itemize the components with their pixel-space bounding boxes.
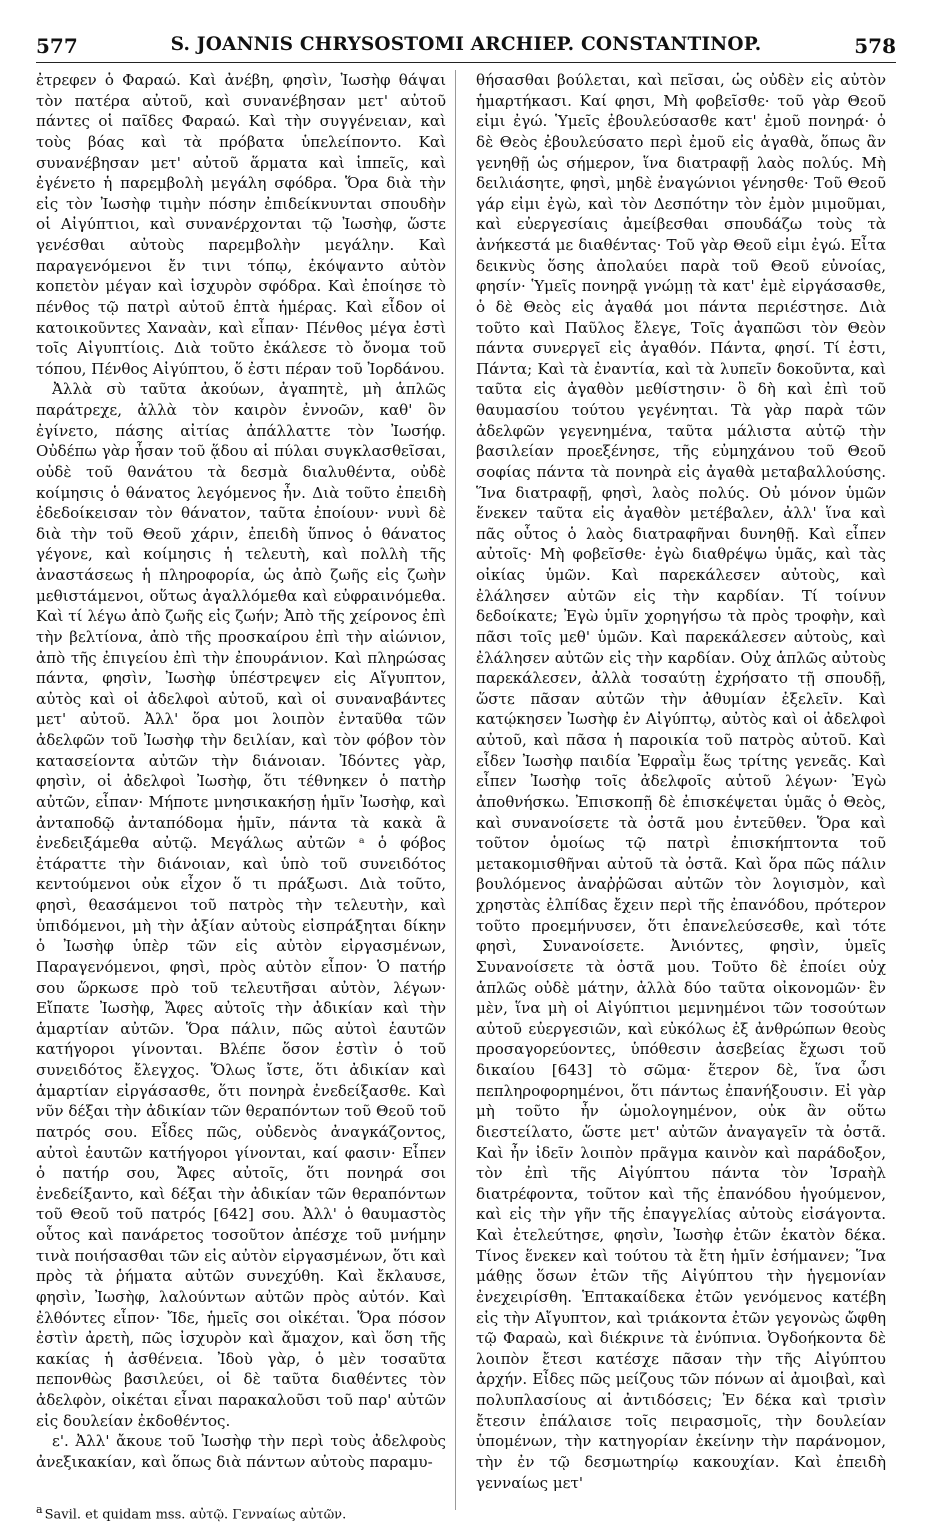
footnote — [36, 1502, 446, 1523]
page-number-right: 578 — [854, 34, 896, 58]
running-head-title: S. JOANNIS CHRYSOSTOMI ARCHIEP. CONSTANTINOP. — [170, 34, 762, 55]
right-column — [476, 70, 886, 1493]
footnote-text: Savil. et quidam mss. αὐτῷ. Γενναίως αὐτῶν. — [44, 1507, 347, 1523]
column-divider — [455, 70, 456, 1510]
running-header — [36, 34, 896, 62]
left-column — [36, 70, 446, 1473]
left-paragraph-1: ἐτρεφεν ὁ Φαραώ. Καὶ ἀνέβη, φησὶν, Ἰωσὴφ θάψαι τὸν πατέρα αὐτοῦ, καὶ συνανέβησαν μετ' αὐτοῦ πάντες οἱ παῖδες Φαραώ. Καὶ τὴν συγγένειαν, καὶ τοὺς βόας καὶ τὰ πρόβατα ὑπελείποντο. Καὶ συνανέβησαν μετ' αὐτοῦ ἅρματα καὶ ἱππεῖς, καὶ ἐγένετο ἡ παρεμβολὴ μεγάλη σφόδρα. Ὅρα διὰ τὴν εἰς τὸν Ἰωσὴφ τιμὴν πόσην ἐπιδείκνυνται σπουδὴν οἱ Αἰγύπτιοι, καὶ συνανέρχονται τῷ Ἰωσὴφ, ὥστε γενέσθαι αὐτοὺς παρεμβολὴν μεγάλην. Καὶ παραγενόμενοι ἔν τινι τόπῳ, ἐκόψαντο αὐτὸν κοπετὸν μέγαν καὶ ἰσχυρὸν σφόδρα. Καὶ ἐποίησε τὸ πένθος τῷ πατρὶ αὐτοῦ ἑπτὰ ἡμέρας. Καὶ εἶδον οἱ κατοικοῦντες Χαναὰν, καὶ εἶπαν· Πένθος μέγα ἐστὶ τοῖς Αἰγυπτίοις. Διὰ τοῦτο ἐκάλεσε τὸ ὄνομα τοῦ τόπου, Πένθος Αἰγύπτου, ὅ ἐστι πέραν τοῦ Ἰορδάνου. — [36, 71, 446, 378]
page-number-left: 577 — [36, 34, 78, 58]
header-rule — [36, 62, 896, 63]
left-paragraph-3: ε'. Ἀλλ' ἄκουε τοῦ Ἰωσὴφ τὴν περὶ τοὺς ἀδελφοὺς ἀνεξικακίαν, καὶ ὅπως διὰ πάντων αὐτοὺς παραμυ- — [36, 1432, 446, 1471]
left-paragraph-2: Ἀλλὰ σὺ ταῦτα ἀκούων, ἀγαπητὲ, μὴ ἁπλῶς παράτρεχε, ἀλλὰ τὸν καιρὸν ἐννοῶν, καθ' ὃν ἐγίνετο, πάσης αἰτίας ἀπάλλαττε τὸν Ἰωσήφ. Οὐδέπω γὰρ ἦσαν τοῦ ᾅδου αἱ πύλαι συγκλασθεῖσαι, οὐδὲ τοῦ θανάτου τὰ δεσμὰ διαλυθέντα, οὐδὲ κοίμησις ὁ θάνατος λεγόμενος ἦν. Διὰ τοῦτο ἐπειδὴ ἐδεδοίκεισαν τὸν θάνατον, ταῦτα ἐποίουν· νυνὶ δὲ διὰ τὴν τοῦ Θεοῦ χάριν, ἐπειδὴ ὕπνος ὁ θάνατος γέγονε, καὶ κοίμησις ἡ τελευτὴ, καὶ πολλὴ τῆς ἀναστάσεως ἡ πληροφορία, ὡς ἀπὸ ζωῆς εἰς ζωὴν μεθιστάμενοι, οὕτως ἀγαλλόμεθα καὶ εὐφραινόμεθα. Καὶ τί λέγω ἀπὸ ζωῆς εἰς ζωήν; Ἀπὸ τῆς χείρονος ἐπὶ τὴν βελτίονα, ἀπὸ τῆς προσκαίρου ἐπὶ τὴν αἰώνιον, ἀπὸ τῆς ἐπιγείου ἐπὶ τὴν ἐπουράνιον. Καὶ πληρώσας πάντα, φησὶν, Ἰωσὴφ ὑπέστρεψεν εἰς Αἴγυπτον, αὐτὸς καὶ οἱ ἀδελφοὶ αὐτοῦ, καὶ οἱ συναναβάντες μετ' αὐτοῦ. Ἀλλ' ὅρα μοι λοιπὸν ἐνταῦθα τῶν ἀδελφῶν τοῦ Ἰωσὴφ τὴν δειλίαν, καὶ τὸν φόβον τὸν κατασείοντα αὐτῶν τὴν διάνοιαν. Ἰδόντες γὰρ, φησὶν, οἱ ἀδελφοὶ Ἰωσὴφ, ὅτι τέθνηκεν ὁ πατὴρ αὐτῶν, εἶπαν· Μήποτε μνησικακήσῃ ἡμῖν Ἰωσὴφ, καὶ ἀνταποδῷ ἀνταπόδομα ἡμῖν, πάντα τὰ κακὰ ἃ ἐνεδειξάμεθα αὐτῷ. Μεγάλως αὐτῶν ᵃ ὁ φόβος ἐτάραττε τὴν διάνοιαν, καὶ ὑπὸ τοῦ συνειδότος κεντούμενοι οὐκ εἶχον ὅ τι πράξωσι. Διὰ τοῦτο, φησὶ, θεασάμενοι τοῦ πατρὸς τὴν τελευτὴν, καὶ ὑπιδόμενοι, μὴ τὴν ἀξίαν αὐτοὺς εἰσπράξηται δίκην ὁ Ἰωσὴφ ὑπὲρ τῶν εἰς αὐτὸν εἰργασμένων, Παραγενόμενοι, φησὶ, πρὸς αὐτὸν εἶπον· Ὁ πατήρ σου ὥρκωσε πρὸ τοῦ τελευτῆσαι αὐτὸν, λέγων· Εἴπατε Ἰωσὴφ, Ἄφες αὐτοῖς τὴν ἀδικίαν καὶ τὴν ἁμαρτίαν αὐτῶν. Ὅρα πάλιν, πῶς αὐτοὶ ἑαυτῶν κατήγοροι γίνονται. Βλέπε ὅσον ἐστὶν ὁ τοῦ συνειδότος ἔλεγχος. Ὅλως ἴστε, ὅτι ἀδικίαν καὶ ἁμαρτίαν εἰργάσασθε, ὅτι πονηρὰ ἐνεδείξασθε. Καὶ νῦν δέξαι τὴν ἀδικίαν τῶν θεραπόντων τοῦ Θεοῦ τοῦ πατρός σου. Εἶδες πῶς, οὐδενὸς ἀναγκάζοντος, αὐτοὶ ἑαυτῶν κατήγοροι γίνονται, καί φασιν· Εἶπεν ὁ πατήρ σου, Ἄφες αὐτοῖς, ὅτι πονηρά σοι ἐνεδείξαντο, καὶ δέξαι τὴν ἀδικίαν τῶν θεραπόντων τοῦ Θεοῦ τοῦ πατρός [642] σου. Ἀλλ' ὁ θαυμαστὸς οὗτος καὶ πανάρετος τοσοῦτον ἀπέσχε τοῦ μνήμην τινὰ ποιήσασθαι τῶν εἰς αὐτὸν εἰργασμένων, ὅτι καὶ πρὸς τὰ ῥήματα αὐτῶν συνεχύθη. Καὶ ἔκλαυσε, φησὶν, Ἰωσὴφ, λαλούντων αὐτῶν πρὸς αὐτόν. Καὶ ἐλθόντες εἶπον· Ἴδε, ἡμεῖς σοι οἰκέται. Ὅρα πόσον ἐστὶν ἀρετὴ, πῶς ἰσχυρὸν καὶ ἄμαχον, καὶ ὅση τῆς κακίας ἡ ἀσθένεια. Ἰδοὺ γὰρ, ὁ μὲν τοσαῦτα πεπονθὼς βασιλεύει, οἱ δὲ ταῦτα διαθέντες τὸν ἀδελφὸν, οἰκέται εἶναι παρακαλοῦσι τοῦ παρ' αὐτῶν εἰς δουλείαν ἐκδοθέντος. — [36, 380, 446, 1430]
footnote-mark: a — [36, 1503, 43, 1516]
right-paragraph-1: θήσασθαι βούλεται, καὶ πεῖσαι, ὡς οὐδὲν εἰς αὐτὸν ἡμαρτήκασι. Καί φησι, Μὴ φοβεῖσθε· τοῦ γὰρ Θεοῦ εἰμι ἐγώ. Ὑμεῖς ἐβουλεύσασθε κατ' ἐμοῦ πονηρά· ὁ δὲ Θεὸς ἐβουλεύσατο περὶ ἐμοῦ εἰς ἀγαθὰ, ὅπως ἂν γενηθῇ ὡς σήμερον, ἵνα διατραφῇ λαὸς πολύς. Μὴ δειλιάσητε, φησὶ, μηδὲ ἐναγώνιοι γένησθε· Τοῦ Θεοῦ γάρ εἰμι ἐγὼ, καὶ τὸν Δεσπότην τὸν ἐμὸν μιμοῦμαι, καὶ εὐεργεσίαις ἀμείβεσθαι σπουδάζω τοὺς τὰ ἀνήκεστά με διαθέντας· Τοῦ γὰρ Θεοῦ εἰμι ἐγώ. Εἶτα δεικνὺς ὅσης ἀπολαύει παρὰ τοῦ Θεοῦ εὐνοίας, φησίν· Ὑμεῖς πονηρᾷ γνώμῃ τὰ κατ' ἐμὲ εἰργάσασθε, ὁ δὲ Θεὸς εἰς ἀγαθά μοι πάντα περιέστησε. Διὰ τοῦτο καὶ Παῦλος ἔλεγε, Τοῖς ἀγαπῶσι τὸν Θεὸν πάντα συνεργεῖ εἰς ἀγαθόν. Πάντα, φησί. Τί ἐστι, Πάντα; Καὶ τὰ ἐναντία, καὶ τὰ λυπεῖν δοκοῦντα, καὶ ταῦτα εἰς ἀγαθὸν μεθίστησιν· ὃ δὴ καὶ ἐπὶ τοῦ θαυμασίου τούτου γεγένηται. Τὰ γὰρ παρὰ τῶν ἀδελφῶν γεγενημένα, ταῦτα μάλιστα αὐτῷ τὴν βασιλείαν προεξένησε, τῆς εὐμηχάνου τοῦ Θεοῦ σοφίας πάντα τὰ πονηρὰ εἰς ἀγαθὰ μεταβαλλούσης. Ἵνα διατραφῇ, φησὶ, λαὸς πολύς. Οὐ μόνον ὑμῶν ἕνεκεν ταῦτα εἰς ἀγαθὸν μετέβαλεν, ἀλλ' ἵνα καὶ πᾶς οὗτος ὁ λαὸς διατραφῆναι δυνηθῇ. Καὶ εἶπεν αὐτοῖς· Μὴ φοβεῖσθε· ἐγὼ διαθρέψω ὑμᾶς, καὶ τὰς οἰκίας ὑμῶν. Καὶ παρεκάλεσεν αὐτοὺς, καὶ ἐλάλησεν αὐτῶν εἰς τὴν καρδίαν. Τί τοίνυν δεδοίκατε; Ἐγὼ ὑμῖν χορηγήσω τὰ πρὸς τροφὴν, καὶ πᾶσι τοῖς μεθ' ὑμῶν. Καὶ παρεκάλεσεν αὐτοὺς, καὶ ἐλάλησεν αὐτῶν εἰς τὴν καρδίαν. Οὐχ ἁπλῶς αὐτοὺς παρεκάλεσεν, ἀλλὰ τοσαύτῃ ἐχρήσατο τῇ σπουδῇ, ὥστε πᾶσαν αὐτῶν τὴν ἀθυμίαν ἐξελεῖν. Καὶ κατῴκησεν Ἰωσὴφ ἐν Αἰγύπτῳ, αὐτὸς καὶ οἱ ἀδελφοὶ αὐτοῦ, καὶ πᾶσα ἡ παροικία τοῦ πατρὸς αὐτοῦ. Καὶ εἶδεν Ἰωσὴφ παιδία Ἐφραῒμ ἕως τρίτης γενεᾶς. Καὶ εἶπεν Ἰωσὴφ τοῖς ἀδελφοῖς αὐτοῦ λέγων· Ἐγὼ ἀποθνήσκω. Ἐπισκοπῇ δὲ ἐπισκέψεται ὑμᾶς ὁ Θεὸς, καὶ συνανοίσετε τὰ ὀστᾶ μου ἐντεῦθεν. Ὅρα καὶ τοῦτον ὁμοίως τῷ πατρὶ ἐπισκήπτοντα τοῦ μετακομισθῆναι αὐτοῦ τὰ ὀστᾶ. Καὶ ὅρα πῶς πάλιν βουλόμενος ἀναῤῥῶσαι αὐτῶν τὸν λογισμὸν, καὶ χρηστὰς ἐλπίδας ἔχειν περὶ τῆς ἐπανόδου, πρότερον τοῦτο προεμήνυσεν, ὅτι ἐπανελεύσεσθε, καὶ τότε φησὶ, Συνανοίσετε. Ἀνιόντες, φησὶν, ὑμεῖς Συνανοίσετε τὰ ὀστᾶ μου. Τοῦτο δὲ ἐποίει οὐχ ἁπλῶς οὐδὲ μάτην, ἀλλὰ δύο ταῦτα οἰκονομῶν· ἓν μὲν, ἵνα μὴ οἱ Αἰγύπτιοι μεμνημένοι τῶν τοσούτων αὐτοῦ εὐεργεσιῶν, καὶ εὐκόλως ἐξ ἀνθρώπων θεοὺς προσαγορεύοντες, ὑπόθεσιν ἀσεβείας ἔχωσι τοῦ δικαίου [643] τὸ σῶμα· ἕτερον δὲ, ἵνα ὦσι πεπληροφορημένοι, ὅτι πάντως ἐπανήξουσιν. Εἰ γὰρ μὴ τοῦτο ἦν ὡμολογημένον, οὐκ ἂν οὕτω διεστείλατο, ὥστε μετ' αὐτῶν ἀναγαγεῖν τὰ ὀστᾶ. Καὶ ἦν ἰδεῖν λοιπὸν πρᾶγμα καινὸν καὶ παράδοξον, τὸν ἐπὶ τῆς Αἰγύπτου πάντα τὸν Ἰσραὴλ διατρέφοντα, τοῦτον καὶ τῆς ἐπανόδου ἡγούμενον, καὶ εἰς τὴν γῆν τῆς ἐπαγγελίας αὐτοὺς εἰσάγοντα. Καὶ ἐτελεύτησε, φησὶν, Ἰωσὴφ ἐτῶν ἑκατὸν δέκα. Τίνος ἕνεκεν καὶ τούτου τὰ ἔτη ἡμῖν ἐσήμανεν; Ἵνα μάθῃς ὅσων ἐτῶν τῆς Αἰγύπτου τὴν ἡγεμονίαν ἐνεχειρίσθη. Ἑπτακαίδεκα ἐτῶν γενόμενος κατέβη εἰς τὴν Αἴγυπτον, καὶ τριάκοντα ἐτῶν γεγονὼς ὤφθη τῷ Φαραὼ, καὶ διέκρινε τὰ ἐνύπνια. Ὀγδοήκοντα δὲ λοιπὸν ἔτεσι κατέσχε πᾶσαν τὴν τῆς Αἰγύπτου ἀρχήν. Εἶδες πῶς μείζους τῶν πόνων αἱ ἀμοιβαὶ, καὶ πολυπλασίους αἱ ἀντιδόσεις; Ἐν δέκα καὶ τρισὶν ἔτεσιν ἐπάλαισε τοῖς πειρασμοῖς, τὴν δουλείαν ὑπομένων, τὴν κατηγορίαν ἐκείνην τὴν παράνομον, τὴν ἐν τῷ δεσμωτηρίῳ κακουχίαν. Καὶ ἐπειδὴ γενναίως μετ' — [476, 71, 886, 1492]
